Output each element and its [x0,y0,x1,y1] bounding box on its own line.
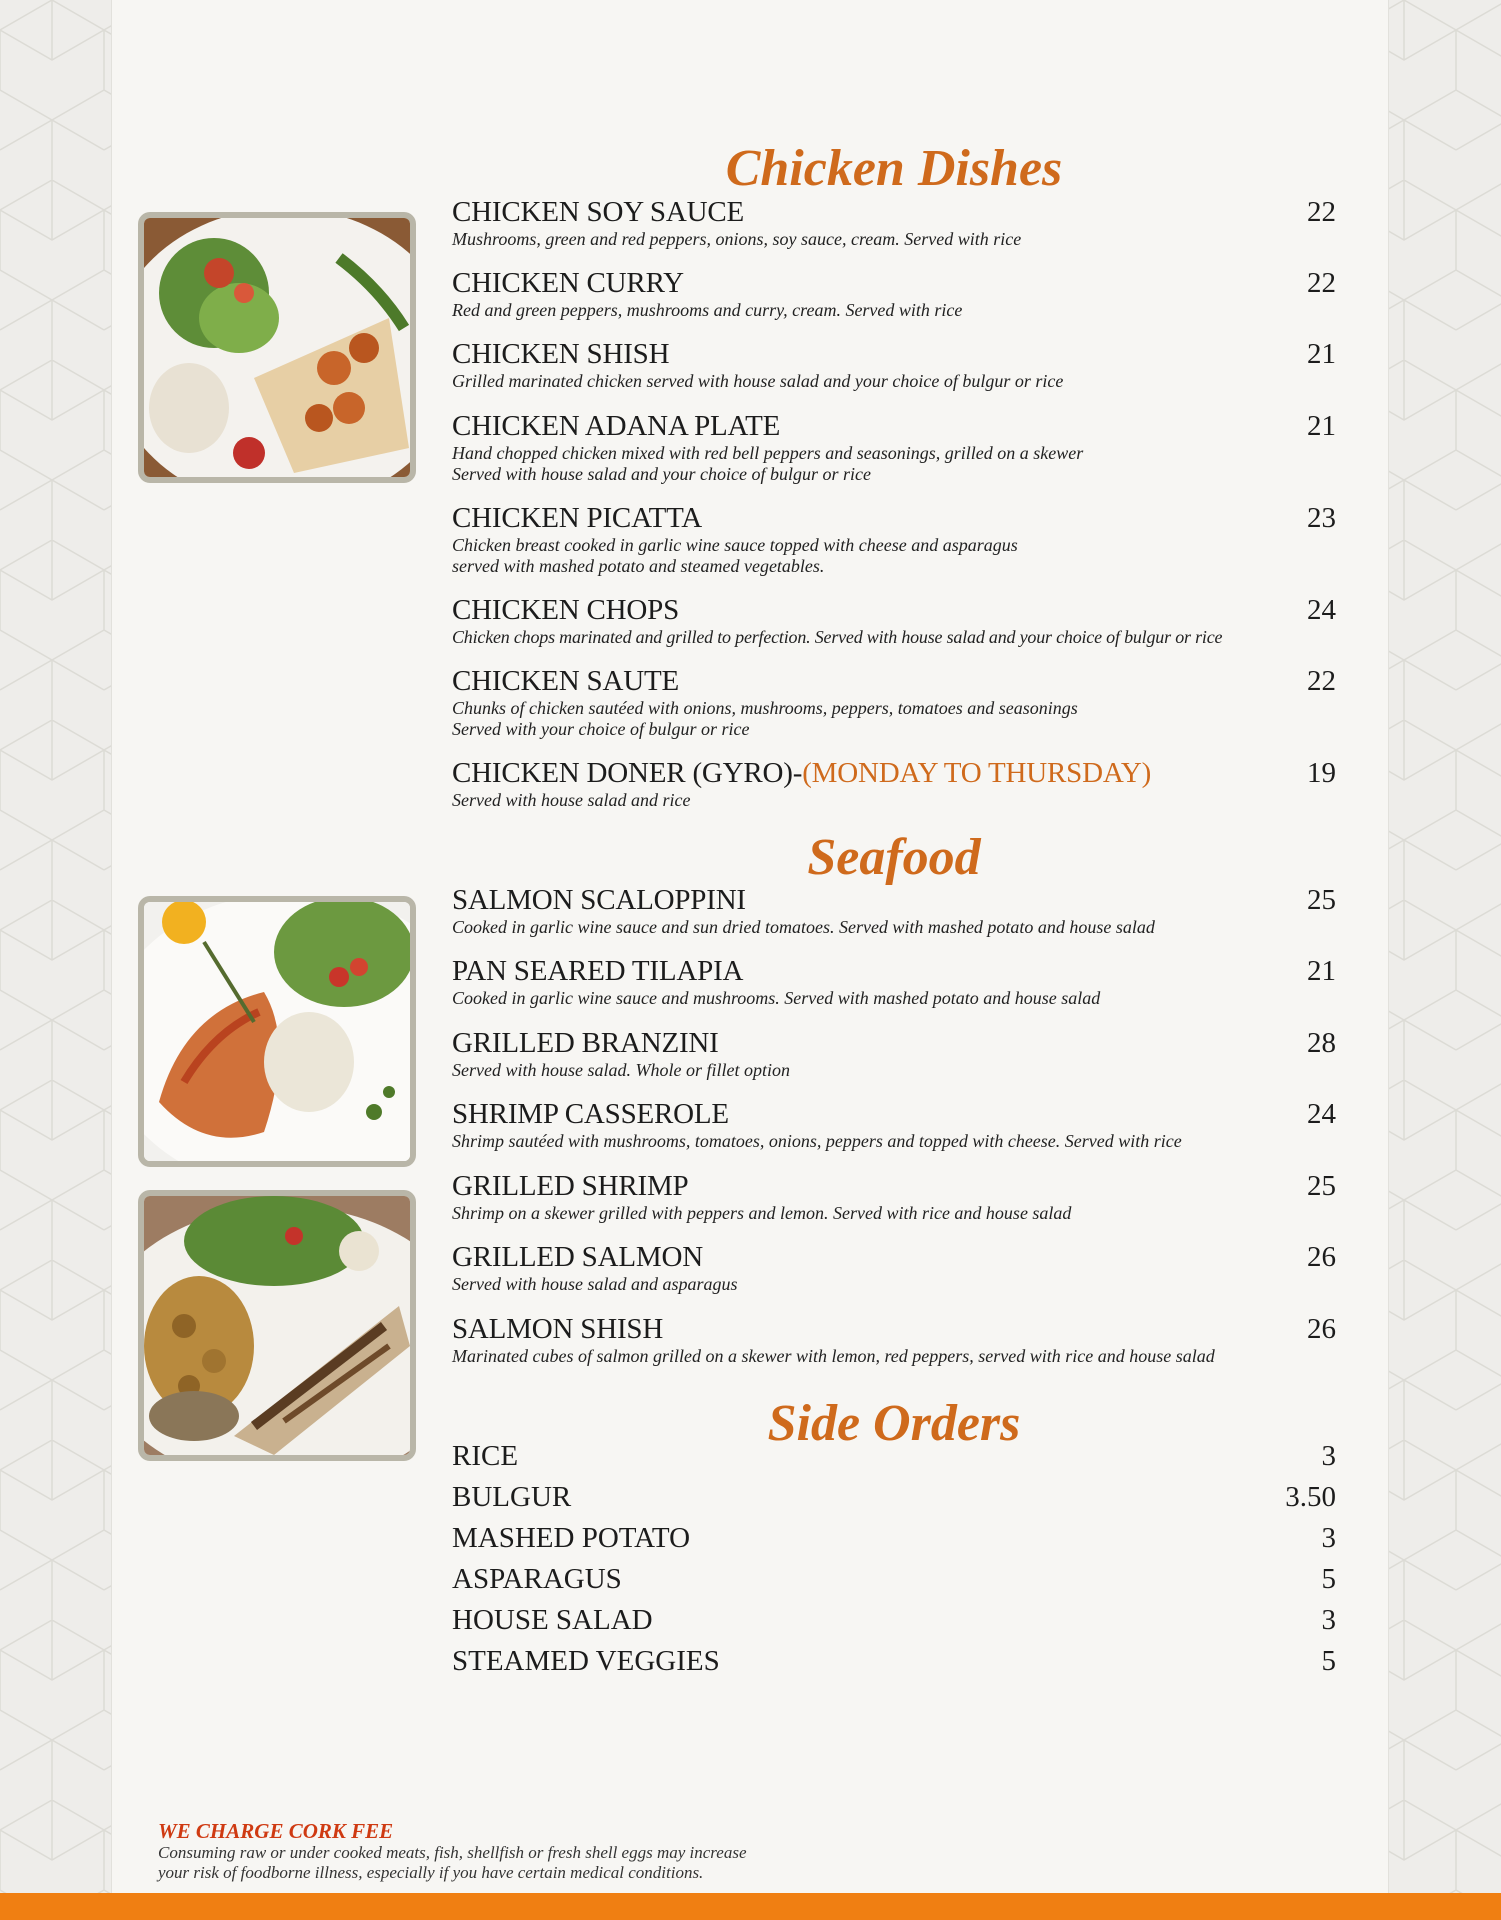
food-safety-disclaimer: Consuming raw or under cooked meats, fish, shellfish or fresh shell eggs may increase [158,1843,747,1862]
item-price: 19 [1307,757,1336,789]
item-price: 28 [1307,1027,1336,1059]
cork-fee-notice: WE CHARGE CORK FEE [158,1819,394,1843]
item-description: Shrimp sautéed with mushrooms, tomatoes, onions, peppers and topped with cheese. Served with rice [452,1131,1182,1151]
item-name: STEAMED VEGGIES [452,1645,720,1677]
item-price: 25 [1307,884,1336,916]
menu-item [452,956,1336,1009]
item-name: PAN SEARED TILAPIA [452,955,744,987]
item-name [452,758,1336,789]
item-name: SALMON SCALOPPINI [452,884,746,916]
item-description: Mushrooms, green and red peppers, onions, soy sauce, cream. Served with rice [452,229,1022,249]
item-description: Served with house salad and asparagus [452,1274,738,1294]
item-description: Red and green peppers, mushrooms and curry, cream. Served with rice [452,300,963,320]
menu-item [452,268,1336,321]
item-name: CHICKEN CURRY [452,267,684,299]
side-order-item [452,1605,1336,1636]
section-title-chicken-dishes: Chicken Dishes [725,140,1063,197]
item-description: Marinated cubes of salmon grilled on a skewer with lemon, red peppers, served with rice and house salad [452,1346,1215,1366]
item-description: Cooked in garlic wine sauce and sun dried tomatoes. Served with mashed potato and house salad [452,917,1155,937]
item-description: Hand chopped chicken mixed with red bell peppers and seasonings, grilled on a skewer [452,443,1084,463]
side-order-item [452,1646,1336,1677]
item-description: Chunks of chicken sautéed with onions, mushrooms, peppers, tomatoes and seasonings [452,698,1078,718]
section-title-seafood: Seafood [807,829,981,886]
side-order-item [452,1441,1336,1472]
item-name: CHICKEN PICATTA [452,502,703,534]
item-name: BULGUR [452,1481,572,1513]
bottom-accent-bar [0,1893,1501,1920]
menu-item [452,1171,1336,1224]
item-description: Served with your choice of bulgur or rice [452,719,750,739]
item-price: 3.50 [1285,1481,1336,1513]
item-price: 21 [1307,338,1336,370]
item-description: served with mashed potato and steamed vegetables. [452,556,825,576]
item-name: CHICKEN SOY SAUCE [452,196,744,228]
item-price: 22 [1307,196,1336,228]
grilled-fish-plate-photo [138,1190,416,1461]
side-order-item [452,1482,1336,1513]
side-order-item [452,1564,1336,1595]
item-description: Chicken breast cooked in garlic wine sauce topped with cheese and asparagus [452,535,1018,555]
item-name: SHRIMP CASSEROLE [452,1098,729,1130]
item-price: 26 [1307,1241,1336,1273]
item-price: 21 [1307,955,1336,987]
item-price: 22 [1307,267,1336,299]
menu-item [452,411,1336,485]
item-price: 5 [1321,1563,1336,1595]
item-name: SALMON SHISH [452,1313,664,1345]
item-price: 3 [1321,1440,1336,1472]
item-description: Shrimp on a skewer grilled with peppers and lemon. Served with rice and house salad [452,1203,1072,1223]
menu-item [452,666,1336,740]
food-safety-disclaimer: your risk of foodborne illness, especially if you have certain medical conditions. [158,1863,704,1882]
menu-item [452,1242,1336,1295]
item-price: 24 [1307,594,1336,626]
menu-item [452,1028,1336,1081]
item-name: CHICKEN CHOPS [452,594,680,626]
item-price: 5 [1321,1645,1336,1677]
item-description: Served with house salad and rice [452,790,691,810]
item-name: CHICKEN ADANA PLATE [452,410,781,442]
item-name: RICE [452,1440,519,1472]
menu-item [452,1314,1336,1367]
section-title-side-orders: Side Orders [767,1395,1021,1452]
side-order-item [452,1523,1336,1554]
menu-item [452,885,1336,938]
menu-item [452,197,1336,250]
menu-item [452,503,1336,577]
item-price: 25 [1307,1170,1336,1202]
item-name: HOUSE SALAD [452,1604,653,1636]
item-name: MASHED POTATO [452,1522,691,1554]
item-price: 23 [1307,502,1336,534]
item-name: GRILLED SALMON [452,1241,703,1273]
menu-footer [158,1819,878,1883]
salmon-plate-photo [138,896,416,1167]
item-name: CHICKEN SAUTE [452,665,679,697]
item-description: Served with house salad and your choice of bulgur or rice [452,464,871,484]
item-description: Chicken chops marinated and grilled to perfection. Served with house salad and your choice of bulgur or rice [452,627,1223,647]
item-description: Cooked in garlic wine sauce and mushrooms. Served with mashed potato and house salad [452,988,1101,1008]
availability-note: (MONDAY TO THURSDAY) [802,757,1152,789]
item-name: CHICKEN SHISH [452,338,670,370]
item-name: ASPARAGUS [452,1563,622,1595]
item-price: 22 [1307,665,1336,697]
item-name-text: CHICKEN DONER (GYRO)- [452,757,803,789]
chicken-plate-photo [138,212,416,483]
item-price: 3 [1321,1522,1336,1554]
item-description: Grilled marinated chicken served with house salad and your choice of bulgur or rice [452,371,1064,391]
item-name: GRILLED BRANZINI [452,1027,719,1059]
item-price: 3 [1321,1604,1336,1636]
item-price: 26 [1307,1313,1336,1345]
menu-item [452,339,1336,392]
item-price: 21 [1307,410,1336,442]
menu-item [452,1099,1336,1152]
item-name: GRILLED SHRIMP [452,1170,689,1202]
item-description: Served with house salad. Whole or fillet option [452,1060,790,1080]
menu-item [452,758,1336,811]
item-price: 24 [1307,1098,1336,1130]
menu-item [452,595,1336,648]
